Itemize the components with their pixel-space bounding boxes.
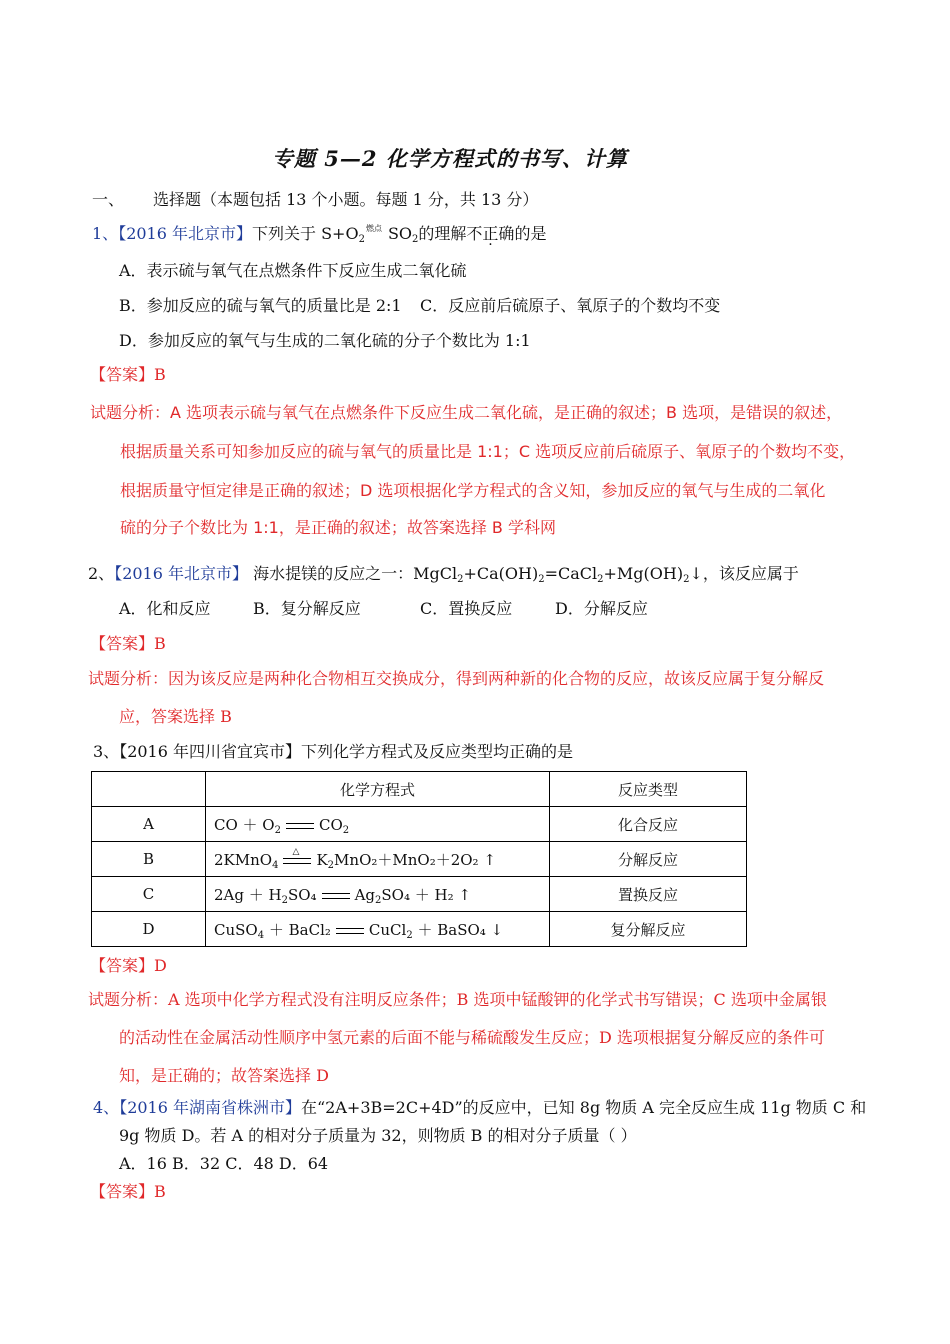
q3-stem: 【2016 年四川省宜宾市】下列化学方程式及反应类型均正确的是: [119, 742, 573, 761]
table-cell-equation: [206, 877, 550, 912]
q2-analysis-line-2: 应，答案选择 B: [119, 707, 232, 726]
eq-right: K: [316, 850, 328, 869]
table-cell-option: A: [92, 807, 206, 842]
q1-analysis-line-3: 根据质量守恒定律是正确的叙述；D 选项根据化学方程式的含义知，参加反应的氧气与生成的二氧化: [120, 481, 826, 500]
q2-stem-1: 海水提镁的反应之一：MgCl: [253, 564, 458, 583]
eq-left-rest: SO₄: [287, 885, 317, 904]
q2-answer: 【答案】B: [90, 634, 166, 653]
eq-sub: 2: [406, 929, 413, 941]
eq-sub: 2: [375, 894, 382, 906]
question-1-stem: 1、【2016 年北京市】下列关于 $S+O_2$燃点 $SO_2$的理解不正确的是: [92, 224, 547, 245]
table-row: [92, 807, 747, 842]
table-cell-equation: [206, 807, 550, 842]
eq-right-rest: ＋ BaSO₄ ↓: [412, 920, 504, 939]
q2-number: 2、: [88, 564, 115, 583]
equals-sign-icon: [336, 928, 364, 934]
q1-stem-post: SO: [387, 224, 413, 243]
table-row: [92, 842, 747, 877]
q4-source: 【2016 年湖南省株洲市】: [119, 1098, 301, 1117]
eq-sub: 2: [281, 894, 288, 906]
q2-option-a: A．化和反应: [119, 599, 211, 618]
q1-stem-tail: 的理解: [418, 224, 467, 243]
table-row: [92, 877, 747, 912]
equals-sign-icon: [286, 823, 314, 829]
question-2-stem: 2、【2016 年北京市】 海水提镁的反应之一：$MgCl_2+Ca(OH)_2=CaCl_2+Mg(OH)_2↓$，该反应属于: [88, 564, 799, 585]
eq-sub: 2: [274, 824, 281, 836]
q4-number: 4、: [93, 1098, 120, 1117]
table-cell-type: 化合反应: [550, 807, 747, 842]
eq-right: Ag: [354, 885, 376, 904]
q1-answer: 【答案】B: [90, 365, 166, 384]
section-label: 选择题（本题包括 13 个小题。每题 1 分，共 13 分）: [153, 190, 539, 209]
q1-stem-end: 的是: [514, 224, 547, 243]
eq-right-rest: SO₄ ＋ H₂ ↑: [381, 885, 471, 904]
q4-stem-1: 在“2A+3B=2C+4D”的反应中，已知 8g 物质 A 完全反应生成 11g 物质 C 和: [301, 1098, 867, 1117]
q1-analysis-line-4: 硫的分子个数比为 1:1，是正确的叙述；故答案选择 B 学科网: [120, 518, 556, 537]
eq-right-rest: MnO₂＋MnO₂＋2O₂ ↑: [334, 850, 496, 869]
table-cell-option: C: [92, 877, 206, 912]
q2-option-c: C．置换反应: [420, 599, 513, 618]
q1-option-a: A．表示硫与氧气在点燃条件下反应生成二氧化硫: [119, 261, 467, 280]
table-cell-equation: [206, 912, 550, 947]
eq-sub: 4: [272, 859, 279, 871]
table-cell-type: 复分解反应: [550, 912, 747, 947]
q1-analysis-line-2: 根据质量关系可知参加反应的硫与氧气的质量比是 1:1；C 选项反应前后硫原子、氧原子的个数均不变，: [120, 442, 856, 461]
q1-option-b: B．参加反应的硫与氧气的质量比是 2:1: [119, 296, 402, 315]
eq-left: CO ＋ O: [214, 815, 275, 834]
q1-source: 【2016 年北京市】: [118, 224, 252, 243]
q3-analysis-line-2: 的活动性在金属活动性顺序中氢元素的后面不能与稀硫酸发生反应；D 选项根据复分解反应的条件可: [119, 1028, 825, 1047]
eq-left-rest: ＋ BaCl₂: [264, 920, 331, 939]
q2-stem-4: +Mg(OH): [603, 564, 684, 583]
eq-sub: 4: [257, 929, 265, 941]
question-3-stem: [93, 742, 573, 761]
q4-stem-2: 9g 物质 D。若 A 的相对分子质量为 32，则物质 B 的相对分子质量（ ）: [119, 1126, 637, 1145]
table-cell-option: B: [92, 842, 206, 877]
eq-right: CuCl: [368, 920, 407, 939]
q1-analysis-line-1: 试题分析：A 选项表示硫与氧气在点燃条件下反应生成二氧化硫，是正确的叙述；B 选项，是错误的叙述，: [90, 403, 843, 422]
q3-analysis-line-1: 试题分析：A 选项中化学方程式没有注明反应条件；B 选项中锰酸钾的化学式书写错误；C 选项中金属银: [88, 990, 827, 1009]
eq-left: 2KMnO: [214, 850, 273, 869]
heat-equals-sign-icon: △: [283, 858, 311, 864]
eq-right: CO: [318, 815, 343, 834]
eq-left: 2Ag ＋ H: [214, 885, 282, 904]
table-cell-equation: [206, 842, 550, 877]
table-header-cell: 化学方程式: [206, 772, 550, 807]
table-cell-type: 分解反应: [550, 842, 747, 877]
table-header-cell: 反应类型: [550, 772, 747, 807]
q4-options: A．16 B．32 C．48 D．64: [119, 1154, 329, 1173]
q1-stem-emphasis: 不正确: [466, 224, 515, 243]
q2-stem-2: +Ca(OH): [463, 564, 539, 583]
q3-number: 3、: [93, 742, 120, 761]
table-cell-option: D: [92, 912, 206, 947]
question-4-stem: [93, 1098, 866, 1117]
eq-left: CuSO: [214, 920, 258, 939]
reaction-table: [91, 771, 747, 947]
table-header-cell: [92, 772, 206, 807]
q1-condition: 燃点: [365, 224, 382, 233]
q3-answer: 【答案】D: [90, 956, 167, 975]
q3-analysis-line-3: 知，是正确的；故答案选择 D: [119, 1066, 329, 1085]
q2-option-d: D．分解反应: [555, 599, 648, 618]
section-number: 一、: [92, 190, 125, 209]
table-header-row: [92, 772, 747, 807]
q2-option-b: B．复分解反应: [253, 599, 361, 618]
equals-sign-icon: [322, 893, 350, 899]
q2-stem-3: =CaCl: [544, 564, 598, 583]
eq-sub: 2: [342, 824, 350, 836]
table-row: [92, 912, 747, 947]
page-title: 专题 5—2 化学方程式的书写、计算: [272, 146, 628, 171]
q4-answer: 【答案】B: [90, 1182, 166, 1201]
q1-option-c: C．反应前后硫原子、氧原子的个数均不变: [420, 296, 721, 315]
q1-number: 1、: [92, 224, 119, 243]
q2-source: 【2016 年北京市】: [114, 564, 248, 583]
q2-analysis-line-1: 试题分析：因为该反应是两种化合物相互交换成分，得到两种新的化合物的反应，故该反应属于复分解反: [88, 669, 825, 688]
q1-option-d: D．参加反应的氧气与生成的二氧化硫的分子个数比为 1:1: [119, 331, 531, 350]
eq-sub: 2: [327, 859, 335, 871]
q2-stem-5: ↓，该反应属于: [689, 564, 799, 583]
table-cell-type: 置换反应: [550, 877, 747, 912]
q1-stem-pre: 下列关于 S+O: [252, 224, 359, 243]
